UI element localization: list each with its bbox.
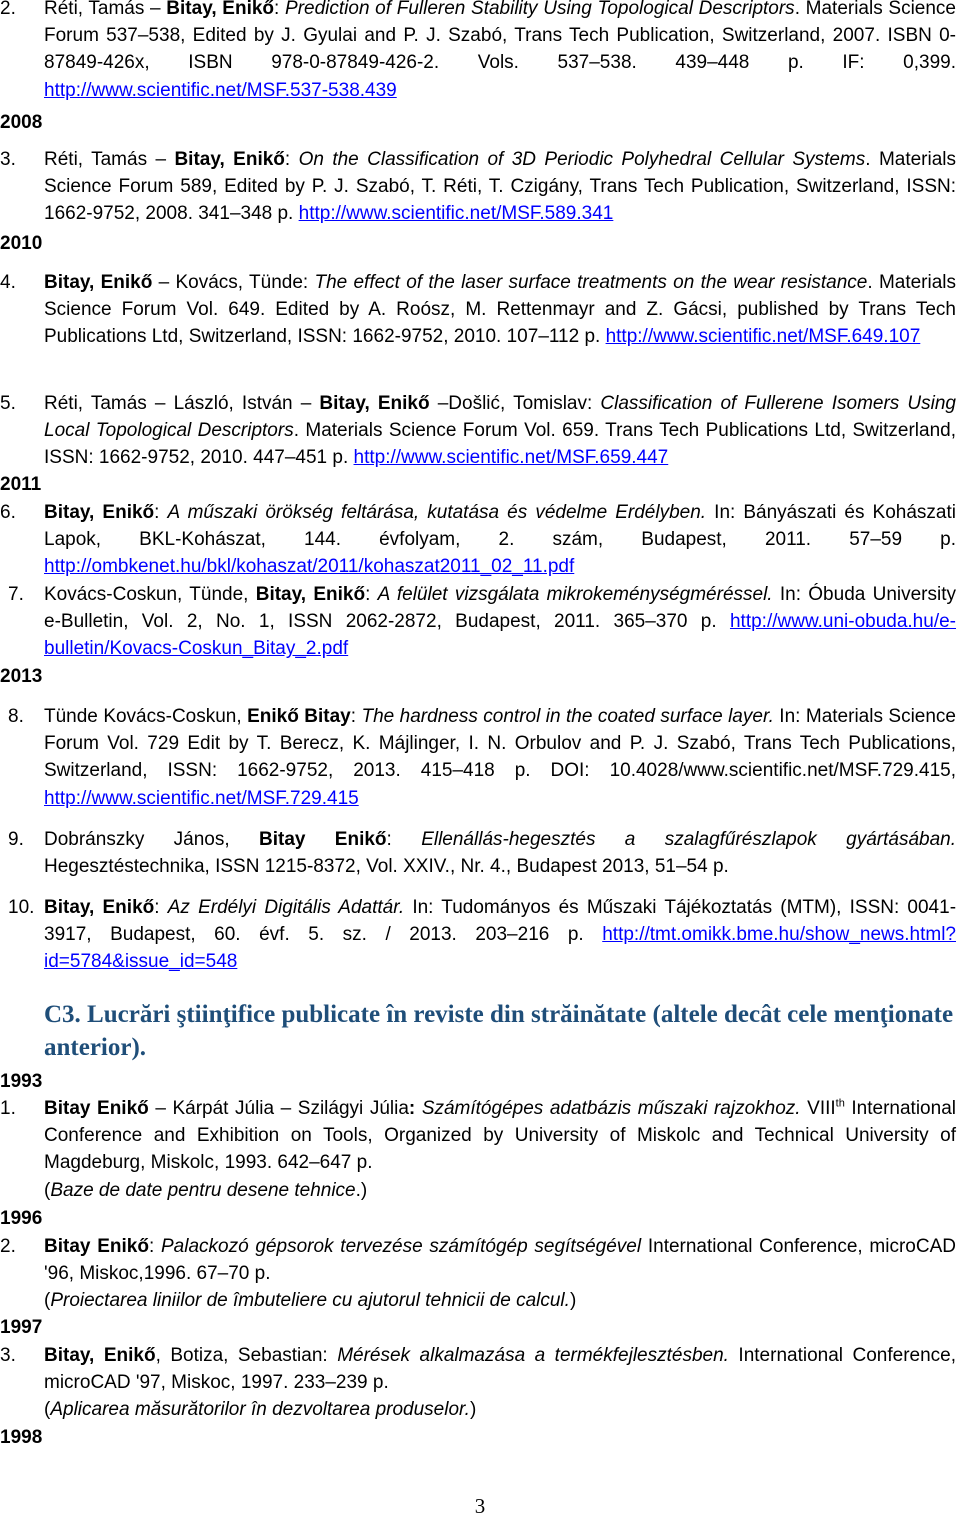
authors: Dobránszky János,: [44, 829, 259, 850]
publication-details: In: Tudományos és Műszaki Tájékoztatás (MTM), ISSN: 0041-3917, Budapest, 60. évf. 5. sz. / 2013. 203–216 p.: [44, 897, 957, 946]
page-number: 3: [474, 1494, 486, 1518]
publication-details: International Conference, microCAD '97, Miskoc, 1997. 233–239 p.: [44, 1345, 957, 1394]
year-heading: 2010: [0, 233, 43, 254]
publication-details: In: Materials Science Forum Vol. 729 Edit by T. Berecz, K. Májlinger, I. N. Orbulov and P. J. Szabó, Trans Tech Publications, Switzerland, ISSN: 1662-9752, 2013. 415–418 p. DOI: 10.4028/www.scientific.net/MSF.729.415,: [44, 706, 956, 782]
publication-title: A felület vizsgálata mikrokeménységméréssel.: [377, 584, 773, 605]
paren: (: [44, 1290, 51, 1311]
authors: Réti, Tamás – László, István –: [44, 393, 320, 414]
authors: – Kovács, Tünde:: [152, 272, 315, 293]
list-number: 1.: [0, 1098, 16, 1119]
authors: –Došlić, Tomislav:: [429, 393, 601, 414]
publication-details: International Conference and Exhibition on Tools, Organized by University of Miskolc and Technical University of Magdeburg, Miskolc, 1993. 642–647 p.: [44, 1098, 956, 1174]
list-number: 7.: [8, 584, 24, 605]
publication-details: Hegesztéstechnika, ISSN 1215-8372, Vol. XXIV., Nr. 4., Budapest 2013, 51–54 p.: [44, 856, 729, 878]
year-heading: 2008: [0, 112, 43, 133]
publication-title: Az Erdélyi Digitális Adattár.: [167, 897, 405, 918]
publication-title: Prediction of Fulleren Stability Using Topological Descriptors: [285, 0, 795, 19]
paren: ): [569, 1290, 577, 1311]
author-highlight: Bitay, Enikő: [174, 149, 285, 170]
publication-link[interactable]: http://www.scientific.net/MSF.659.447: [353, 447, 669, 469]
publication-link[interactable]: http://www.uni-obuda.hu/e-bulletin/Kovacs-Coskun_Bitay_2.pdf: [44, 611, 956, 660]
separator: :: [350, 706, 362, 727]
publication-title: Mérések alkalmazása a termékfejlesztésben.: [337, 1345, 729, 1366]
list-number: 2.: [0, 0, 16, 19]
publication-details: . Materials Science Forum Vol. 649. Edited by A. Roósz, M. Rettenmayr and Z. Gácsi, published by Trans Tech Publications Ltd, Switzerland, ISSN: 1662-9752, 2010. 107–112 p.: [44, 272, 957, 348]
list-item: [44, 0, 956, 104]
translated-title: Proiectarea liniilor de îmbuteliere cu ajutorul tehnicii de calcul.: [50, 1290, 570, 1311]
year-heading: 2011: [0, 474, 42, 495]
publication-title: The hardness control in the coated surface layer.: [361, 706, 774, 727]
authors: – Kárpát Júlia – Szilágyi Júlia: [148, 1098, 409, 1119]
list-item: [44, 269, 956, 351]
year-heading: 1998: [0, 1427, 43, 1448]
author-highlight: Bitay, Enikő: [44, 1345, 156, 1366]
authors: Kovács-Coskun, Tünde,: [44, 584, 256, 605]
list-number: 8.: [8, 706, 24, 727]
author-highlight: Bitay, Enikő: [255, 584, 366, 605]
list-number: 2.: [0, 1236, 16, 1257]
author-highlight: Bitay Enikő: [259, 829, 387, 850]
publication-details: VIII: [800, 1098, 836, 1119]
publication-title: A műszaki örökség feltárása, kutatása és védelme Erdélyben.: [167, 502, 707, 523]
list-number: 3.: [0, 149, 16, 170]
author-highlight: Bitay Enikő: [44, 1098, 149, 1119]
year-heading: 1993: [0, 1071, 43, 1092]
author-highlight: Bitay, Enikő: [44, 502, 155, 523]
authors: Tünde Kovács-Coskun,: [44, 706, 248, 727]
publication-link[interactable]: http://tmt.omikk.bme.hu/show_news.html?id=5784&issue_id=548: [44, 924, 956, 973]
author-highlight: Bitay, Enikő: [44, 272, 153, 293]
publication-title: Ellenállás-hegesztés a szalagfűrészlapok gyártásában.: [421, 829, 957, 850]
list-item: [44, 1095, 956, 1177]
author-highlight: Bitay, Enikő: [166, 0, 275, 19]
translation-note: [44, 1396, 956, 1423]
list-item: [44, 390, 956, 472]
separator: :: [148, 1236, 161, 1257]
publication-link[interactable]: http://www.scientific.net/MSF.649.107: [605, 326, 921, 348]
publication-link[interactable]: http://ombkenet.hu/bkl/kohaszat/2011/kohaszat2011_02_11.pdf: [44, 556, 575, 578]
publication-details: In: Bányászati és Kohászati Lapok, BKL-Kohászat, 144. évfolyam, 2. szám, Budapest, 2011. 57–59 p.: [44, 502, 956, 551]
list-item: [44, 146, 956, 228]
year-heading: 2013: [0, 666, 43, 687]
publication-link[interactable]: http://www.scientific.net/MSF.589.341: [298, 203, 614, 225]
publication-title: On the Classification of 3D Periodic Polyhedral Cellular Systems: [298, 149, 866, 170]
year-heading: 1997: [0, 1317, 43, 1338]
publication-title: Classification of Fullerene Isomers Using Local Topological Descriptors: [44, 393, 956, 442]
separator: :: [154, 502, 168, 523]
authors: , Botiza, Sebastian:: [155, 1345, 338, 1366]
separator: :: [365, 584, 378, 605]
separator: :: [154, 897, 168, 918]
publication-details: . Materials Science Forum 589, Edited by P. J. Szabó, T. Réti, T. Czigány, Trans Tech Publication, Switzerland, ISSN: 1662-9752, 2008. 341–348 p.: [44, 149, 957, 225]
translation-note: [44, 1287, 956, 1314]
authors: Réti, Tamás –: [44, 149, 175, 170]
list-item: [44, 1342, 956, 1396]
publication-title: Számítógépes adatbázis műszaki rajzokhoz.: [421, 1098, 801, 1119]
translation-note: [44, 1177, 956, 1204]
separator: :: [284, 149, 299, 170]
publication-link[interactable]: http://www.scientific.net/MSF.537-538.439: [44, 79, 397, 101]
publication-details: Réti, Tamás –: [44, 0, 167, 19]
section-heading: C3. Lucrări ştiinţifice publicate în reviste din străinătate (altele decât cele menţionate anterior).: [44, 1001, 954, 1061]
publication-details: In: Óbuda University e-Bulletin, Vol. 2, No. 1, ISSN 2062-2872, Budapest, 2011. 365–370 p.: [44, 584, 957, 633]
author-highlight: Bitay Enikő: [44, 1236, 149, 1257]
paren: ): [469, 1399, 477, 1420]
list-number: 10.: [8, 897, 35, 918]
paren: .): [355, 1180, 368, 1201]
ordinal-suffix: th: [835, 1097, 845, 1110]
list-number: 9.: [8, 829, 24, 850]
list-item: [44, 894, 956, 976]
paren: (: [44, 1180, 51, 1201]
list-item: [44, 703, 956, 812]
list-number: 4.: [0, 272, 16, 293]
publication-details: . Materials Science Forum Vol. 659. Trans Tech Publications Ltd, Switzerland, ISSN: 1662-9752, 2010. 447–451 p.: [44, 420, 956, 469]
publication-title: Palackozó gépsorok tervezése számítógép segítségével: [160, 1236, 642, 1257]
list-item: [44, 1233, 956, 1287]
separator: :: [408, 1098, 422, 1119]
publication-details: :: [274, 0, 286, 19]
publication-link[interactable]: http://www.scientific.net/MSF.729.415: [44, 787, 359, 809]
paren: (: [44, 1399, 51, 1420]
translated-title: Baze de date pentru desene tehnice: [50, 1180, 356, 1201]
translated-title: Aplicarea măsurătorilor în dezvoltarea produselor.: [50, 1399, 470, 1420]
author-highlight: Bitay, Enikő: [44, 897, 155, 918]
list-number: 3.: [0, 1345, 16, 1366]
publication-details: International Conference, microCAD '96, Miskoc,1996. 67–70 p.: [44, 1236, 956, 1285]
year-heading: 1996: [0, 1208, 43, 1229]
list-item: [44, 581, 956, 663]
list-number: 6.: [0, 502, 16, 523]
separator: :: [386, 829, 422, 850]
list-item: [44, 499, 956, 581]
list-number: 5.: [0, 393, 16, 414]
author-highlight: Enikő Bitay: [247, 706, 351, 727]
list-item: [44, 826, 956, 880]
author-highlight: Bitay, Enikő: [319, 393, 430, 414]
publication-details: . Materials Science Forum 537–538, Edited by J. Gyulai and P. J. Szabó, Trans Tech Publication, Switzerland, 2007. ISBN 0-87849-426x, ISBN 978-0-87849-426-2. Vols. 537–538. 439–448 p. IF: 0,399.: [44, 0, 956, 74]
publication-title: The effect of the laser surface treatments on the wear resistance: [314, 272, 868, 293]
